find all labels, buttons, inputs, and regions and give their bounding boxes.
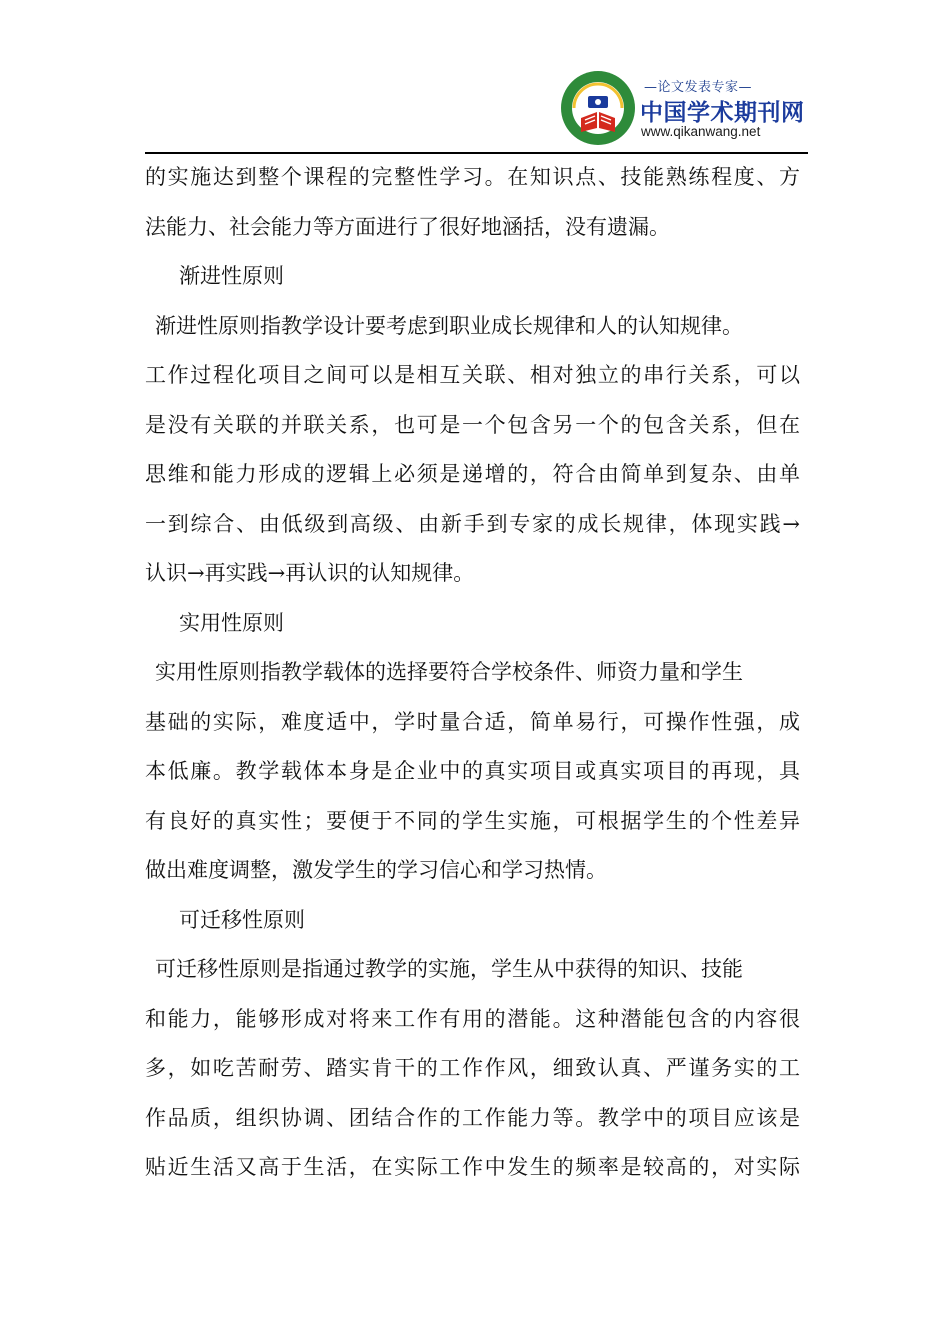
text-line: 渐进性原则指教学设计要考虑到职业成长规律和人的认知规律。 xyxy=(155,313,743,338)
text-line: 本低廉。教学载体本身是企业中的真实项目或真实项目的再现，具 xyxy=(145,759,800,783)
text-line: 一到综合、由低级到高级、由新手到专家的成长规律，体现实践→ xyxy=(145,511,800,536)
logo-site-url: www.qikanwang.net xyxy=(641,124,761,139)
document-body xyxy=(145,153,800,1193)
text-line: 工作过程化项目之间可以是相互关联、相对独立的串行关系，可以 xyxy=(145,363,800,387)
text-line: 有良好的真实性；要便于不同的学生实施，可根据学生的个性差异 xyxy=(145,808,800,833)
text-line: 和能力，能够形成对将来工作有用的潜能。这种潜能包含的内容很 xyxy=(145,1006,800,1031)
text-line: 做出难度调整，激发学生的学习信心和学习热情。 xyxy=(145,858,607,882)
section-heading: 实用性原则 xyxy=(179,610,284,635)
qikanwang-seal-logo xyxy=(560,70,636,146)
text-line: 多，如吃苦耐劳、踏实肯干的工作作风，细致认真、严谨务实的工 xyxy=(145,1056,800,1080)
logo-site-name: 中国学术期刊网 xyxy=(640,100,805,126)
text-line: 实用性原则指教学载体的选择要符合学校条件、师资力量和学生 xyxy=(155,660,743,684)
text-line: 基础的实际，难度适中，学时量合适，简单易行，可操作性强，成 xyxy=(145,709,800,734)
text-line: 的实施达到整个课程的完整性学习。在知识点、技能熟练程度、方 xyxy=(145,165,800,189)
text-line: 是没有关联的并联关系，也可是一个包含另一个的包含关系，但在 xyxy=(145,412,800,437)
logo-tagline: —论文发表专家— xyxy=(644,80,753,95)
section-heading: 可迁移性原则 xyxy=(179,907,305,932)
text-line: 法能力、社会能力等方面进行了很好地涵括，没有遗漏。 xyxy=(145,214,670,239)
text-line: 作品质，组织协调、团结合作的工作能力等。教学中的项目应该是 xyxy=(145,1105,800,1130)
text-line: 认识→再实践→再认识的认知规律。 xyxy=(145,561,475,585)
page-header xyxy=(0,0,950,156)
section-heading: 渐进性原则 xyxy=(179,264,284,288)
text-line: 思维和能力形成的逻辑上必须是递增的，符合由简单到复杂、由单 xyxy=(145,462,800,486)
text-line: 贴近生活又高于生活，在实际工作中发生的频率是较高的，对实际 xyxy=(145,1155,800,1179)
text-line: 可迁移性原则是指通过教学的实施，学生从中获得的知识、技能 xyxy=(155,957,743,981)
